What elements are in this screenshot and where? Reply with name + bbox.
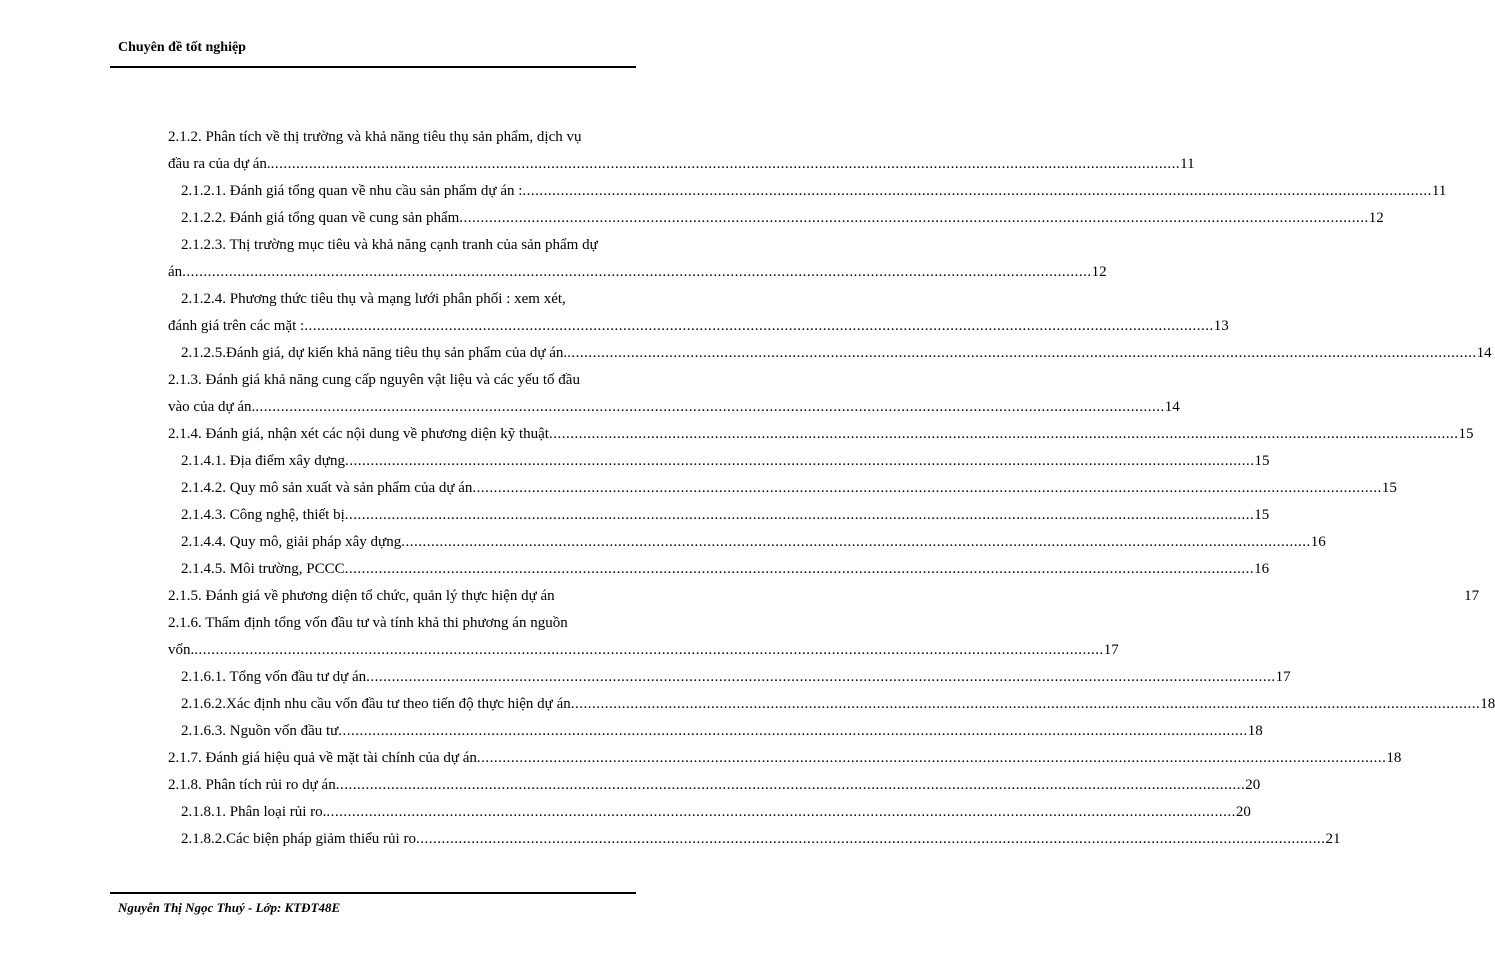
- toc-page-number: 21: [1325, 831, 1341, 847]
- toc-entry-title: vào của dự án.: [168, 399, 256, 415]
- toc-entry[interactable]: [168, 664, 1291, 691]
- toc-entry[interactable]: [168, 340, 1492, 367]
- toc-entry[interactable]: [168, 691, 1495, 718]
- toc-entry-title-line: 2.1.6. Thẩm định tổng vốn đầu tư và tính khả thi phương án nguồn: [168, 615, 568, 631]
- toc-page-number: 15: [1381, 480, 1397, 496]
- toc-leader-dots: [255, 394, 1165, 421]
- toc-leader-dots: [549, 421, 1459, 448]
- toc-page-number: 18: [1247, 723, 1263, 739]
- toc-leader-dots: [472, 475, 1382, 502]
- toc-entry[interactable]: [168, 772, 1261, 799]
- toc-entry[interactable]: [168, 448, 1270, 475]
- toc-page-number: 12: [1368, 210, 1384, 226]
- toc-entry-title: đầu ra của dự án.: [168, 156, 271, 172]
- toc-page-number: 17: [1103, 642, 1119, 658]
- header-rule: [110, 66, 636, 68]
- toc-page-number: 11: [1431, 183, 1447, 199]
- toc-entry-title: 2.1.4.3. Công nghệ, thiết bị: [181, 507, 345, 523]
- toc-entry[interactable]: [168, 178, 1447, 205]
- toc-entry[interactable]: [168, 529, 1326, 556]
- toc-entry-title: 2.1.4.2. Quy mô sản xuất và sản phẩm của dự án: [181, 480, 473, 496]
- toc-leader-dots: [271, 151, 1181, 178]
- toc-entry[interactable]: [168, 232, 1107, 286]
- toc-page-number: 20: [1235, 804, 1251, 820]
- toc-entry-title: 2.1.4. Đánh giá, nhận xét các nội dung về phương diện kỹ thuật: [168, 426, 549, 442]
- toc-entry[interactable]: [168, 502, 1270, 529]
- toc-leader-dots: [336, 772, 1246, 799]
- toc-entry-title: 2.1.2.1. Đánh giá tổng quan về nhu cầu sản phẩm dự án :: [181, 183, 523, 199]
- toc-entry-title: 2.1.6.2.Xác định nhu cầu vốn đầu tư theo tiến độ thực hiện dự án: [181, 696, 571, 712]
- toc-leader-dots: [522, 178, 1432, 205]
- toc-leader-dots: [326, 799, 1236, 826]
- toc-page-number: 11: [1180, 156, 1195, 172]
- toc-leader-dots: [304, 313, 1214, 340]
- toc-entry-title-line: 2.1.2.4. Phương thức tiêu thụ và mạng lưới phân phối : xem xét,: [181, 291, 566, 307]
- toc-entry[interactable]: [168, 583, 1480, 610]
- toc-entry[interactable]: [168, 205, 1384, 232]
- toc-leader-dots: [345, 556, 1255, 583]
- toc-entry-title: 2.1.8.1. Phân loại rủi ro.: [181, 804, 327, 820]
- toc-leader-dots: [366, 664, 1276, 691]
- toc-page-number: 12: [1091, 264, 1107, 280]
- toc-page-number: 14: [1164, 399, 1180, 415]
- toc-page-number: 16: [1310, 534, 1326, 550]
- toc-entry-title: án: [168, 264, 183, 280]
- page-header-title: Chuyên đề tốt nghiệp: [118, 40, 246, 55]
- toc-entry-title-line: 2.1.2.3. Thị trường mục tiêu và khả năng cạnh tranh của sản phẩm dự: [181, 237, 598, 253]
- toc-entry-title: 2.1.6.3. Nguồn vốn đầu tư: [181, 723, 339, 739]
- toc-page-number: 14: [1476, 345, 1492, 361]
- footer-rule: [110, 892, 636, 894]
- toc-leader-dots: [194, 637, 1104, 664]
- toc-leader-dots: [571, 691, 1481, 718]
- toc-entry-title: 2.1.4.5. Môi trường, PCCC: [181, 561, 345, 577]
- toc-entry-title: 2.1.7. Đánh giá hiệu quả về mặt tài chính của dự án: [168, 750, 477, 766]
- toc-entry-title: 2.1.4.4. Quy mô, giải pháp xây dựng: [181, 534, 402, 550]
- toc-entry-title-line: 2.1.2. Phân tích về thị trường và khả năng tiêu thụ sản phẩm, dịch vụ: [168, 129, 582, 145]
- toc-entry-title: 2.1.2.2. Đánh giá tổng quan về cung sản phẩm: [181, 210, 460, 226]
- toc-leader-dots: [416, 826, 1326, 853]
- page-footer-author: Nguyễn Thị Ngọc Thuý - Lớp: KTĐT48E: [118, 900, 341, 915]
- toc-entry[interactable]: [168, 799, 1251, 826]
- toc-page-number: 20: [1245, 777, 1261, 793]
- toc-entry[interactable]: [168, 286, 1229, 340]
- toc-entry-title: 2.1.8. Phân tích rủi ro dự án: [168, 777, 336, 793]
- toc-entry-title: 2.1.8.2.Các biện pháp giảm thiểu rủi ro: [181, 831, 416, 847]
- toc-leader-dots: [345, 448, 1255, 475]
- toc-entry[interactable]: [168, 745, 1402, 772]
- toc-leader-dots: [477, 745, 1387, 772]
- toc-page-number: 15: [1458, 426, 1474, 442]
- toc-entry-title: 2.1.5. Đánh giá về phương diện tổ chức, quản lý thực hiện dự án: [168, 588, 555, 604]
- toc-entry-title: vốn.: [168, 642, 195, 658]
- toc-page-number: 18: [1386, 750, 1402, 766]
- toc-entry-title: đánh giá trên các mặt :: [168, 318, 305, 334]
- toc-page-number: 17: [1464, 588, 1480, 604]
- toc-entry[interactable]: [168, 124, 1195, 178]
- toc-entry[interactable]: [168, 718, 1263, 745]
- toc-entry-title-line: 2.1.3. Đánh giá khả năng cung cấp nguyên vật liệu và các yếu tố đầu: [168, 372, 580, 388]
- toc-entry[interactable]: [168, 556, 1270, 583]
- toc-leader-dots: [345, 502, 1255, 529]
- toc-leader-dots: [567, 340, 1477, 367]
- toc-page-number: 16: [1254, 561, 1270, 577]
- table-of-contents: [168, 124, 1495, 853]
- toc-page-number: 13: [1213, 318, 1229, 334]
- toc-leader-dots: [338, 718, 1248, 745]
- toc-entry[interactable]: [168, 826, 1341, 853]
- toc-entry-title: 2.1.4.1. Địa điểm xây dựng: [181, 453, 345, 469]
- toc-entry[interactable]: [168, 610, 1119, 664]
- toc-entry-title: 2.1.2.5.Đánh giá, dự kiến khả năng tiêu thụ sản phẩm của dự án.: [181, 345, 568, 361]
- toc-entry[interactable]: [168, 421, 1474, 448]
- toc-leader-dots: [182, 259, 1092, 286]
- toc-entry[interactable]: [168, 367, 1180, 421]
- toc-page-number: 15: [1254, 453, 1270, 469]
- toc-leader-dots: [401, 529, 1311, 556]
- toc-entry[interactable]: [168, 475, 1397, 502]
- toc-page-number: 17: [1275, 669, 1291, 685]
- toc-page-number: 18: [1480, 696, 1495, 712]
- toc-leader-dots: [459, 205, 1369, 232]
- toc-page-number: 15: [1254, 507, 1270, 523]
- toc-entry-title: 2.1.6.1. Tổng vốn đầu tư dự án: [181, 669, 367, 685]
